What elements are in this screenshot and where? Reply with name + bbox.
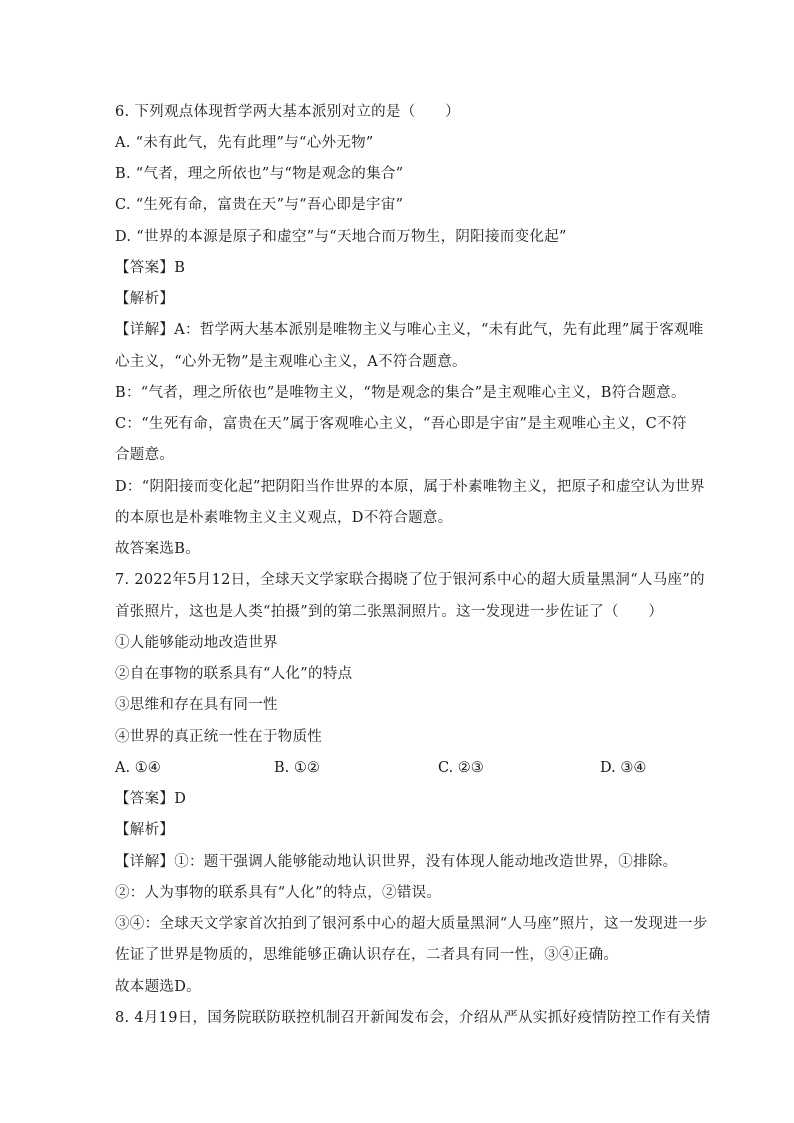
- q7-analysis-label: 【解析】: [115, 822, 175, 838]
- q7-statement: ①人能够能动地改造世界: [115, 635, 278, 651]
- q6-detail-line: C：“生死有命，富贵在天”属于客观唯心主义，“吾心即是宇宙”是主观唯心主义，C不符: [115, 416, 687, 432]
- q6-option-d: D. “世界的本源是原子和虚空”与“天地合而万物生，阴阳接而变化起”: [115, 229, 567, 245]
- q6-detail-line: 【详解】A：哲学两大基本派别是唯物主义与唯心主义，“未有此气，先有此理”属于客观唯: [115, 322, 704, 338]
- q7-statement: ②自在事物的联系具有“人化”的特点: [115, 666, 353, 682]
- q6-analysis-label: 【解析】: [115, 291, 175, 307]
- q6-detail-line: 的本原也是朴素唯物主义主义观点，D不符合题意。: [115, 510, 453, 526]
- q7-detail-line: 【详解】①：题干强调人能够能动地认识世界，没有体现人能动地改造世界，①排除。: [115, 854, 678, 870]
- q6-option-b: B. “气者，理之所依也”与“物是观念的集合”: [115, 166, 404, 182]
- q6-conclusion: 故答案选B。: [115, 541, 200, 557]
- q6-detail-line: B：“气者，理之所依也”是唯物主义，“物是观念的集合”是主观唯心主义，B符合题意。: [115, 385, 686, 401]
- q7-statement: ③思维和存在具有同一性: [115, 697, 278, 713]
- q7-detail-line: ②：人为事物的联系具有“人化”的特点，②错误。: [115, 885, 442, 901]
- q7-detail-line: ③④：全球天文学家首次拍到了银河系中心的超大质量黑洞“人马座”照片，这一发现进一步: [115, 916, 708, 932]
- q7-statement: ④世界的真正统一性在于物质性: [115, 729, 323, 745]
- q6-answer: 【答案】B: [115, 260, 186, 276]
- q6-detail-line: 心主义，“心外无物”是主观唯心主义，A不符合题意。: [115, 354, 467, 370]
- q7-option-b: B. ①②: [274, 760, 320, 776]
- q6-detail-line: D：“阴阳接而变化起”把阴阳当作世界的本原，属于朴素唯物主义，把原子和虚空认为世界: [115, 479, 705, 495]
- q6-option-c: C. “生死有命，富贵在天”与“吾心即是宇宙”: [115, 197, 404, 213]
- q7-stem-line: 首张照片，这也是人类“拍摄”到的第二张黑洞照片。这一发现进一步佐证了（ ）: [115, 604, 664, 620]
- q6-option-a: A. “未有此气，先有此理”与“心外无物”: [115, 135, 374, 151]
- q7-conclusion: 故本题选D。: [115, 979, 201, 995]
- q6-detail-line: 合题意。: [115, 447, 175, 463]
- q7-option-c: C. ②③: [438, 760, 484, 776]
- q7-option-a: A. ①④: [115, 760, 161, 776]
- q7-answer: 【答案】D: [115, 791, 187, 807]
- q7-option-d: D. ③④: [600, 760, 647, 776]
- q8-stem-line: 8. 4月19日，国务院联防联控机制召开新闻发布会，介绍从严从实抓好疫情防控工作有关情: [115, 1010, 711, 1026]
- q7-detail-line: 佐证了世界是物质的，思维能够正确认识存在，二者具有同一性，③④正确。: [115, 947, 619, 963]
- q7-stem-line: 7. 2022年5月12日，全球天文学家联合揭晓了位于银河系中心的超大质量黑洞“人马座”的: [115, 572, 705, 588]
- q6-stem: 6. 下列观点体现哲学两大基本派别对立的是（ ）: [115, 104, 460, 120]
